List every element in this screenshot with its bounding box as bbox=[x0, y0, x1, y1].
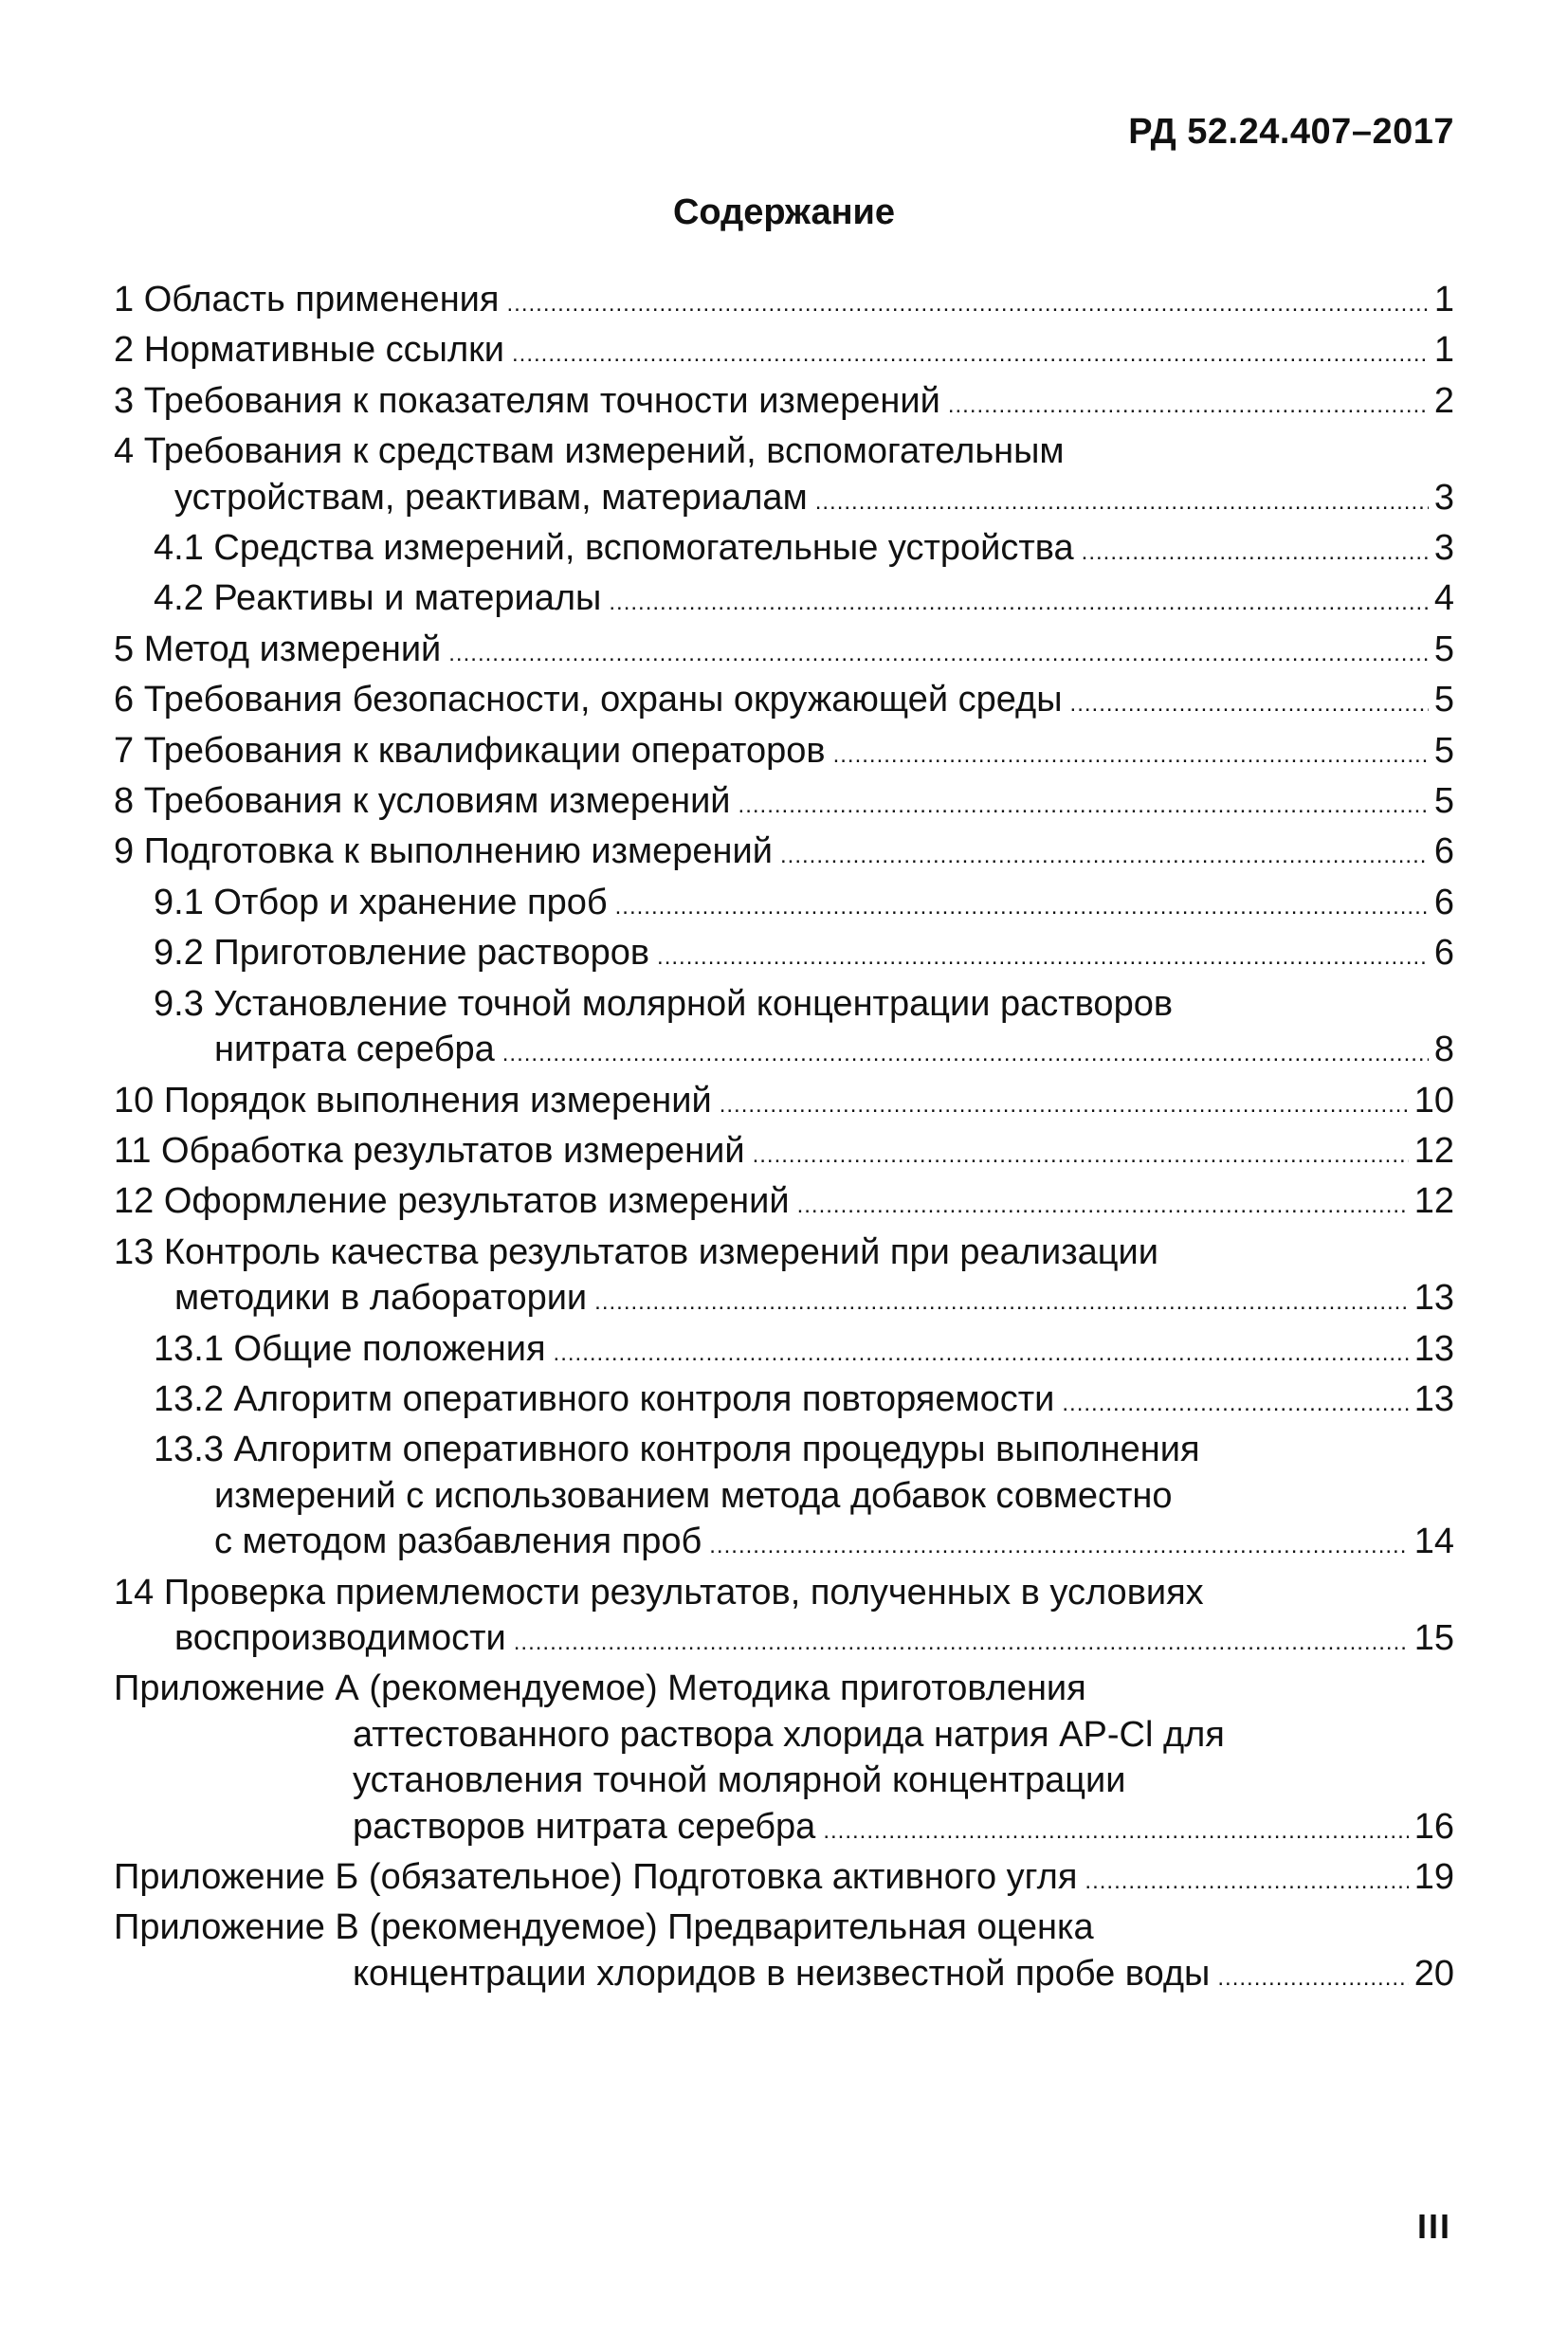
toc-page-number: 19 bbox=[1413, 1857, 1454, 1897]
toc-entry-title: 12 Оформление результатов измерений bbox=[114, 1181, 790, 1222]
toc-entry-title: 1 Область применения bbox=[114, 280, 500, 319]
toc-page-number: 16 bbox=[1413, 1806, 1454, 1847]
toc-entry-title: 9 Подготовка к выполнению измерений bbox=[114, 831, 773, 872]
page-number: III bbox=[1416, 2207, 1451, 2246]
toc-page-number: 6 bbox=[1433, 831, 1454, 872]
toc-entry[interactable] bbox=[114, 1178, 1454, 1229]
toc-entry-title: 8 Требования к условиям измерений bbox=[114, 781, 731, 822]
toc-page-number: 14 bbox=[1413, 1522, 1454, 1562]
toc-dot-leader bbox=[502, 1031, 1429, 1077]
toc-entry[interactable] bbox=[114, 1427, 1454, 1569]
toc-dot-leader bbox=[448, 631, 1429, 677]
toc-entry-title: 6 Требования безопасности, охраны окружающей среды bbox=[114, 680, 1063, 720]
toc-entry-title: 13.2 Алгоритм оперативного контроля повторяемости bbox=[154, 1378, 1055, 1419]
toc-page-number: 3 bbox=[1433, 528, 1454, 569]
toc-dot-leader bbox=[506, 282, 1428, 327]
toc-page-number: 3 bbox=[1433, 477, 1454, 518]
toc-entry-title: устройствам, реактивам, материалам bbox=[174, 477, 808, 518]
toc-entry-title: 4.1 Средства измерений, вспомогательные устройства bbox=[154, 528, 1074, 569]
toc-entry[interactable] bbox=[114, 525, 1454, 575]
toc-page-number: 12 bbox=[1413, 1130, 1454, 1171]
toc-entry-title: нитрата серебра bbox=[214, 1030, 495, 1070]
toc-dot-leader bbox=[709, 1523, 1408, 1569]
toc-page-number: 1 bbox=[1433, 280, 1454, 319]
toc-dot-leader bbox=[1085, 1859, 1408, 1904]
toc-page-number: 8 bbox=[1433, 1030, 1454, 1070]
toc-entry-title: 13 Контроль качества результатов измерений при реализации bbox=[114, 1231, 1158, 1272]
toc-entry[interactable] bbox=[114, 627, 1454, 677]
toc-entry-title: концентрации хлоридов в неизвестной пробе воды bbox=[353, 1953, 1211, 1994]
toc-dot-leader bbox=[512, 332, 1429, 377]
toc-page-number: 5 bbox=[1433, 629, 1454, 669]
toc-entry-title: 3 Требования к показателям точности измерений bbox=[114, 380, 940, 421]
toc-dot-leader bbox=[948, 383, 1429, 428]
toc-dot-leader bbox=[1082, 530, 1429, 575]
toc-page-number: 6 bbox=[1433, 882, 1454, 922]
toc-dot-leader bbox=[609, 580, 1428, 626]
toc-dot-leader bbox=[797, 1183, 1409, 1229]
toc-page-number: 13 bbox=[1413, 1278, 1454, 1319]
toc-page-number: 13 bbox=[1413, 1328, 1454, 1369]
toc-entry-title: 4.2 Реактивы и материалы bbox=[154, 578, 602, 619]
toc-page-number: 10 bbox=[1413, 1080, 1454, 1121]
toc-entry-title: 4 Требования к средствам измерений, вспомогательным bbox=[114, 431, 1065, 472]
toc-page-number: 5 bbox=[1433, 781, 1454, 822]
toc-entry-title: Приложение Б (обязательное) Подготовка активного угля bbox=[114, 1857, 1078, 1897]
toc-entry[interactable] bbox=[114, 1666, 1454, 1854]
toc-entry[interactable] bbox=[114, 778, 1454, 829]
toc-entry[interactable] bbox=[114, 1904, 1454, 2001]
toc-entry-title: 10 Порядок выполнения измерений bbox=[114, 1080, 712, 1121]
toc-entry[interactable] bbox=[114, 728, 1454, 778]
toc-entry[interactable] bbox=[114, 981, 1454, 1078]
toc-entry[interactable] bbox=[114, 1230, 1454, 1326]
toc-entry-title: Приложение А (рекомендуемое) Методика приготовления bbox=[114, 1668, 1086, 1709]
toc-entry[interactable] bbox=[114, 1078, 1454, 1128]
toc-entry[interactable] bbox=[114, 930, 1454, 980]
toc-page-number: 1 bbox=[1433, 330, 1454, 371]
toc-entry[interactable] bbox=[114, 1326, 1454, 1376]
toc-dot-leader bbox=[823, 1809, 1408, 1854]
toc-entry-title: измерений с использованием метода добавок совместно bbox=[214, 1475, 1173, 1516]
toc-page-number: 15 bbox=[1413, 1617, 1454, 1658]
toc-entry-title: воспроизводимости bbox=[174, 1617, 506, 1658]
toc-entry-title: с методом разбавления проб bbox=[214, 1522, 702, 1562]
toc-entry-title: 9.3 Установление точной молярной концентрации растворов bbox=[154, 983, 1174, 1024]
toc-dot-leader bbox=[1217, 1956, 1408, 2001]
toc-page-number: 4 bbox=[1433, 578, 1454, 619]
toc-dot-leader bbox=[1062, 1381, 1408, 1427]
toc-entry-title: 13.1 Общие положения bbox=[154, 1328, 546, 1369]
toc-page-number: 5 bbox=[1433, 680, 1454, 720]
toc-entry[interactable] bbox=[114, 327, 1454, 377]
toc-dot-leader bbox=[615, 884, 1429, 930]
toc-entry[interactable] bbox=[114, 428, 1454, 525]
toc-entry-title: установления точной молярной концентрации bbox=[353, 1760, 1126, 1801]
toc-entry[interactable] bbox=[114, 277, 1454, 327]
toc-dot-leader bbox=[720, 1083, 1409, 1128]
toc-entry[interactable] bbox=[114, 1570, 1454, 1667]
document-code: РД 52.24.407–2017 bbox=[1128, 112, 1454, 152]
toc-entry-title: 7 Требования к квалификации операторов bbox=[114, 730, 826, 771]
toc-entry-title: растворов нитрата серебра bbox=[353, 1806, 816, 1847]
toc-entry-title: аттестованного раствора хлорида натрия АР-Cl для bbox=[353, 1714, 1225, 1755]
toc-entry[interactable] bbox=[114, 575, 1454, 626]
toc-dot-leader bbox=[1070, 682, 1429, 727]
toc-entry-title: 14 Проверка приемлемости результатов, полученных в условиях bbox=[114, 1572, 1204, 1613]
toc-title: Содержание bbox=[672, 192, 896, 232]
toc-dot-leader bbox=[657, 935, 1429, 980]
toc-page-number: 5 bbox=[1433, 730, 1454, 771]
toc-dot-leader bbox=[753, 1133, 1409, 1178]
toc-entry-title: 5 Метод измерений bbox=[114, 629, 442, 669]
toc-dot-leader bbox=[780, 833, 1429, 879]
toc-dot-leader bbox=[738, 783, 1429, 829]
toc-entry[interactable] bbox=[114, 829, 1454, 879]
toc-dot-leader bbox=[554, 1331, 1409, 1376]
toc-entry-title: 9.2 Приготовление растворов bbox=[154, 933, 650, 974]
toc-entry-title: 2 Нормативные ссылки bbox=[114, 330, 504, 371]
toc-entry[interactable] bbox=[114, 1376, 1454, 1427]
toc-entry-title: методики в лаборатории bbox=[174, 1278, 588, 1319]
toc-page-number: 20 bbox=[1413, 1953, 1454, 1994]
toc-entry-title: 13.3 Алгоритм оперативного контроля процедуры выполнения bbox=[154, 1430, 1200, 1470]
toc-page-number: 12 bbox=[1413, 1181, 1454, 1222]
toc-page-number: 13 bbox=[1413, 1378, 1454, 1419]
toc-dot-leader bbox=[815, 480, 1429, 525]
table-of-contents bbox=[114, 277, 1454, 2001]
toc-entry[interactable] bbox=[114, 1128, 1454, 1178]
toc-entry[interactable] bbox=[114, 880, 1454, 930]
toc-entry[interactable] bbox=[114, 677, 1454, 727]
toc-page-number: 6 bbox=[1433, 933, 1454, 974]
toc-dot-leader bbox=[833, 733, 1429, 778]
toc-entry-title: 11 Обработка результатов измерений bbox=[114, 1130, 745, 1171]
toc-entry-title: Приложение В (рекомендуемое) Предварительная оценка bbox=[114, 1907, 1094, 1948]
toc-entry[interactable] bbox=[114, 1854, 1454, 1904]
toc-dot-leader bbox=[514, 1620, 1409, 1666]
toc-entry-title: 9.1 Отбор и хранение проб bbox=[154, 882, 608, 922]
toc-dot-leader bbox=[594, 1280, 1409, 1325]
toc-page-number: 2 bbox=[1433, 380, 1454, 421]
toc-entry[interactable] bbox=[114, 378, 1454, 428]
